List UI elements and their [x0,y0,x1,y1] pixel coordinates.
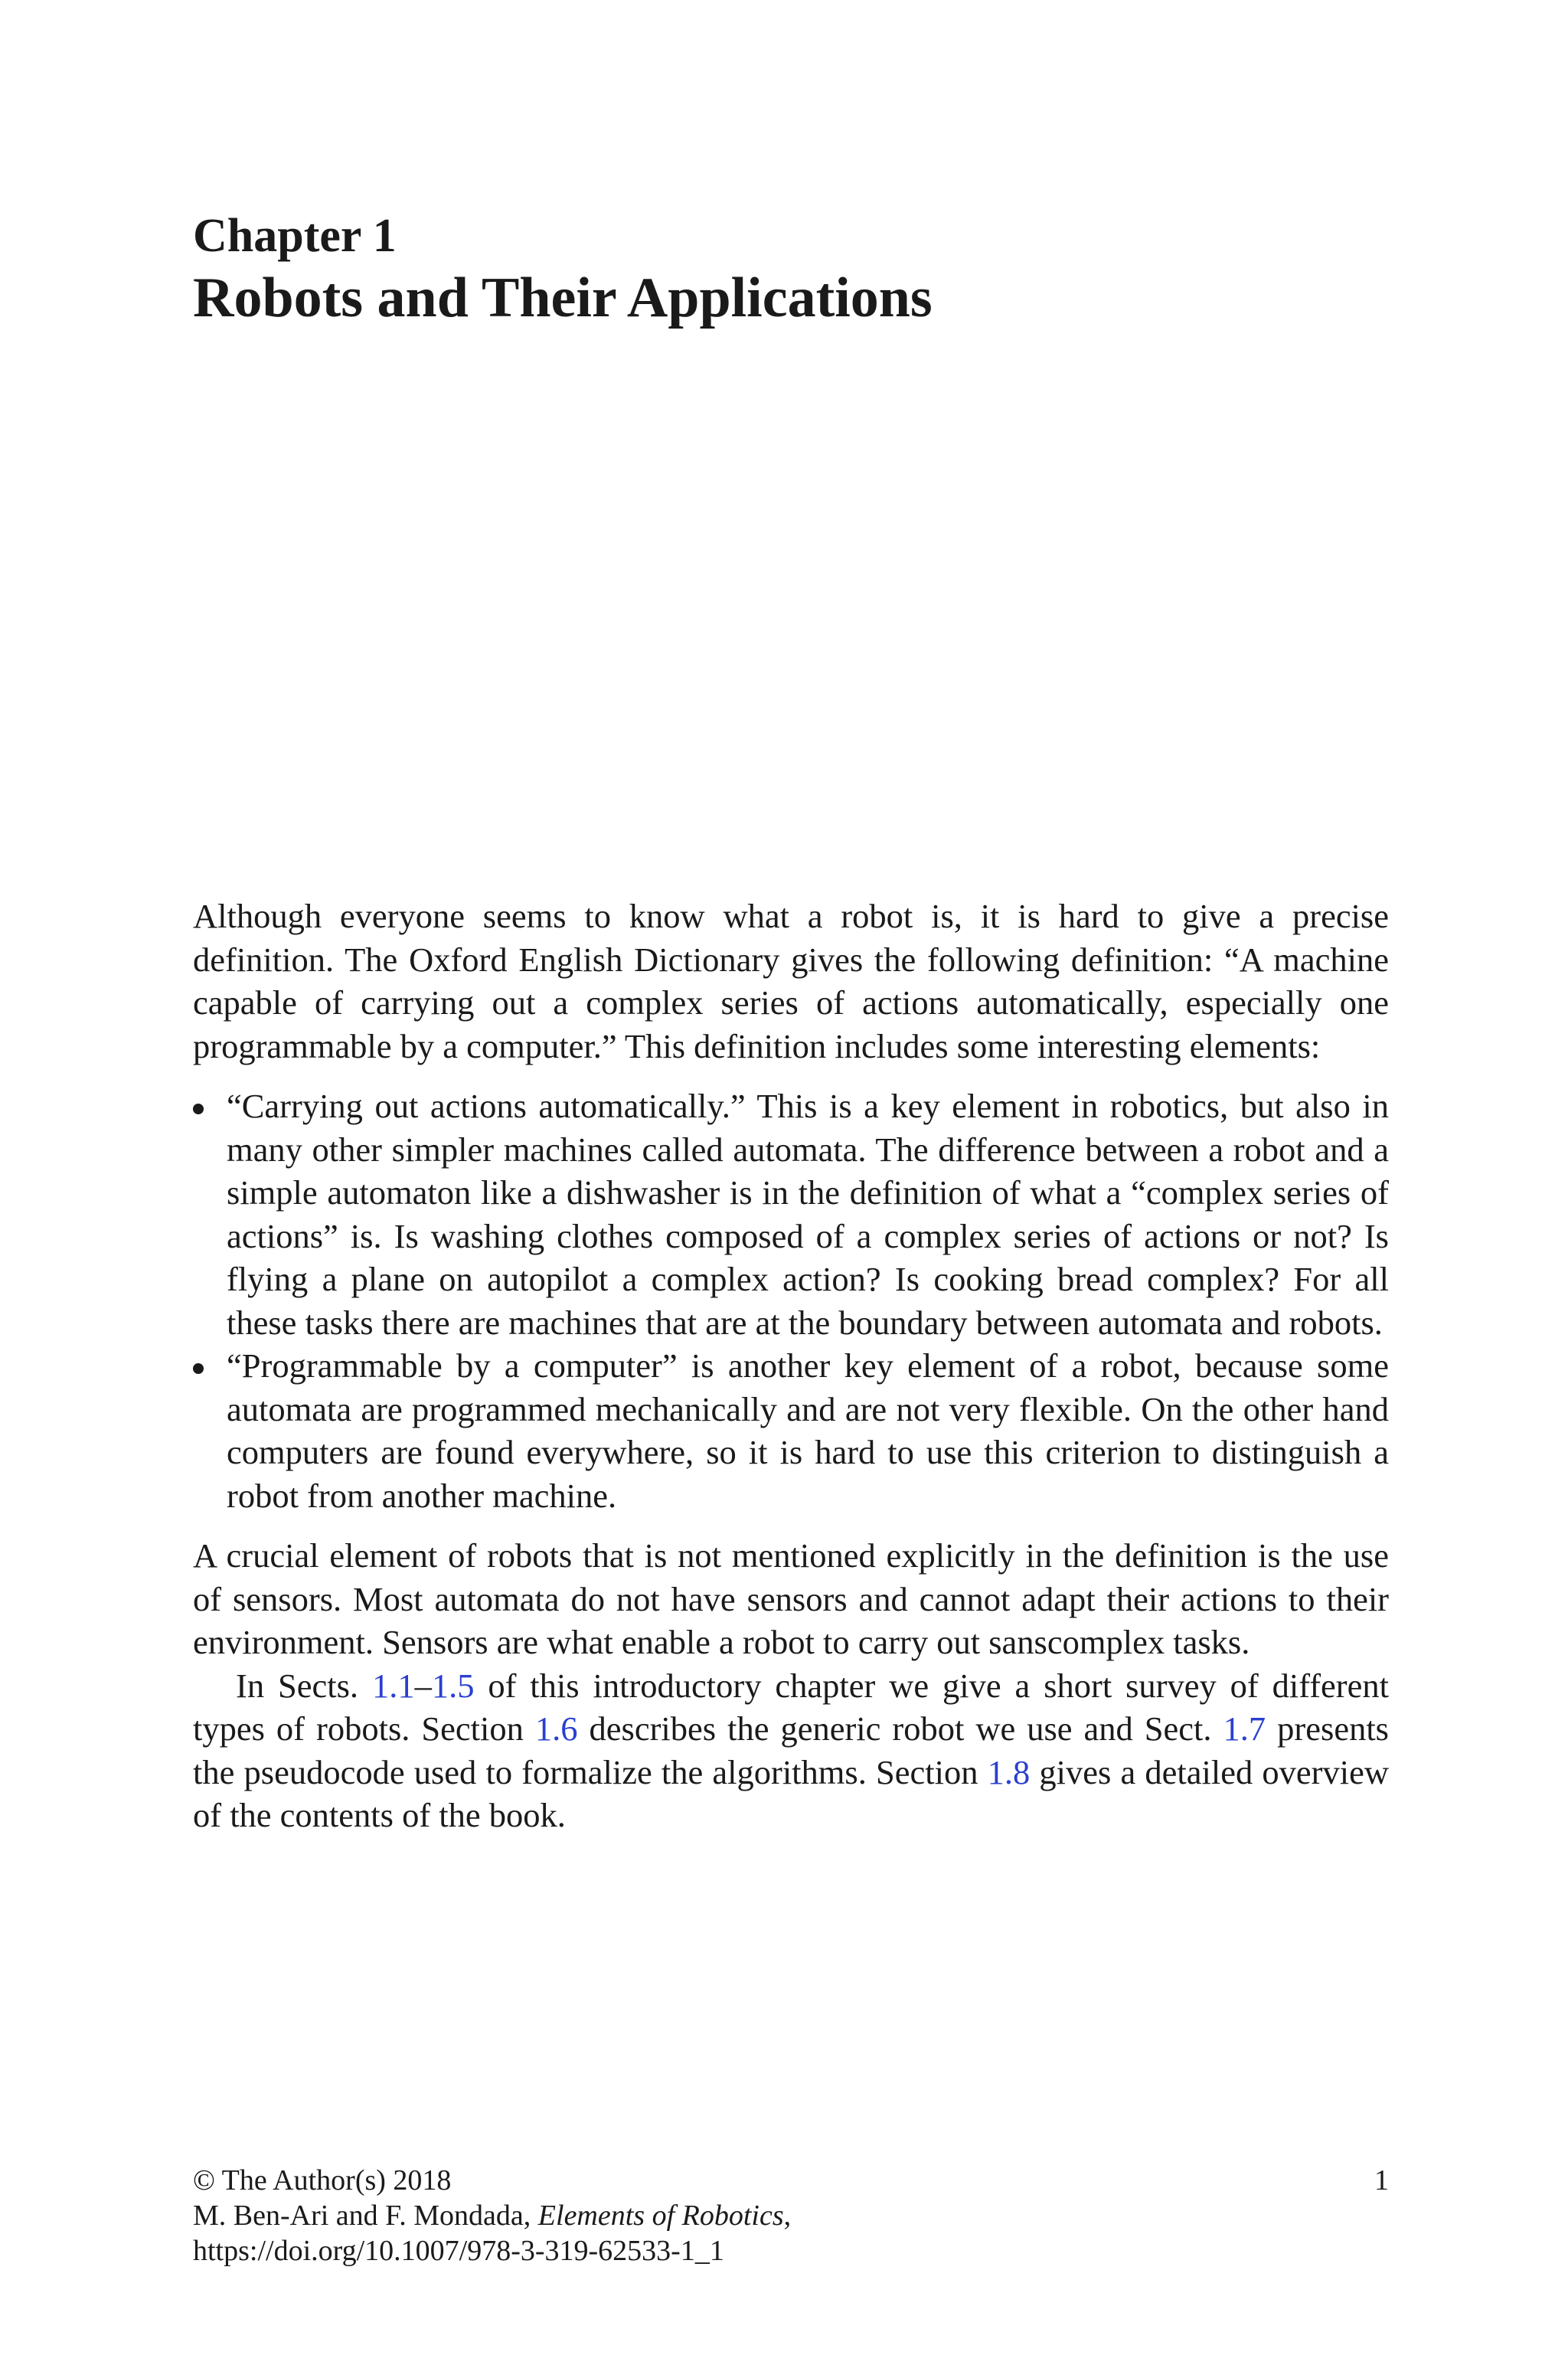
section-link-1-8[interactable]: 1.8 [987,1752,1031,1791]
list-item: “Programmable by a computer” is another key element of a robot, because some automata are programmed mechanically and are not very flexible. On the other hand computers are found everywhere, so it is hard to use this criterion to distinguish a robot from another machine. [193,1344,1389,1517]
overview-text: presents the pseudocode used to formalize the algorithms. Section [193,1709,1389,1791]
chapter-title: Robots and Their Applications [193,267,933,329]
overview-text: of this introductory chapter we give a short survey of different types of robots. Section [193,1666,1389,1748]
citation-line [193,2198,1389,2233]
book-title: Elements of Robotics [537,2200,784,2232]
authors: M. Ben-Ari and F. Mondada, [193,2200,538,2232]
list-item: “Carrying out actions automatically.” This is a key element in robotics, but also in many other simpler machines called automata. The difference between a robot and a simple automaton like a dishwasher is in the definition of what a “complex series of actions” is. Is washing clothes composed of a complex series of actions or not? Is flying a plane on autopilot a complex action? Is cooking bread complex? For all these tasks there are machines that are at the boundary between automata and robots. [193,1084,1389,1344]
doi-link[interactable]: https://doi.org/10.1007/978-3-319-62533-1_1 [193,2235,724,2267]
intro-paragraph: Although everyone seems to know what a robot is, it is hard to give a precise definition. The Oxford English Dictionary gives the following definition: “A machine capable of carrying out a complex series of actions automatically, especially one programmable by a computer.” This definition includes some interesting elements: [193,897,1389,1065]
page-footer [193,2163,1389,2268]
chapter-body [193,895,1389,1837]
range-dash: – [414,1666,432,1705]
page-number: 1 [1374,2164,1389,2196]
overview-text: gives a detailed overview of the contents of the book. [193,1752,1389,1834]
overview-paragraph [193,1664,1389,1837]
overview-text: In Sects. [236,1666,372,1705]
chapter-number: Chapter 1 [193,210,397,262]
section-link-1-7[interactable]: 1.7 [1223,1709,1266,1748]
section-link-1-6[interactable]: 1.6 [534,1709,578,1748]
section-link-1-5[interactable]: 1.5 [431,1666,475,1705]
sensors-paragraph: A crucial element of robots that is not mentioned explicitly in the definition is the use of sensors. Most automata do not have sensors and cannot adapt their actions to their environment. Sensors are what enable a robot to carry out sanscomplex tasks. [193,1536,1389,1661]
section-link-1-1[interactable]: 1.1 [371,1666,415,1705]
copyright-line: © The Author(s) 2018 [193,2164,452,2196]
definition-elements-list [193,1084,1389,1517]
citation-punctuation: , [783,2200,792,2232]
overview-text: describes the generic robot we use and Sect. [577,1709,1223,1748]
